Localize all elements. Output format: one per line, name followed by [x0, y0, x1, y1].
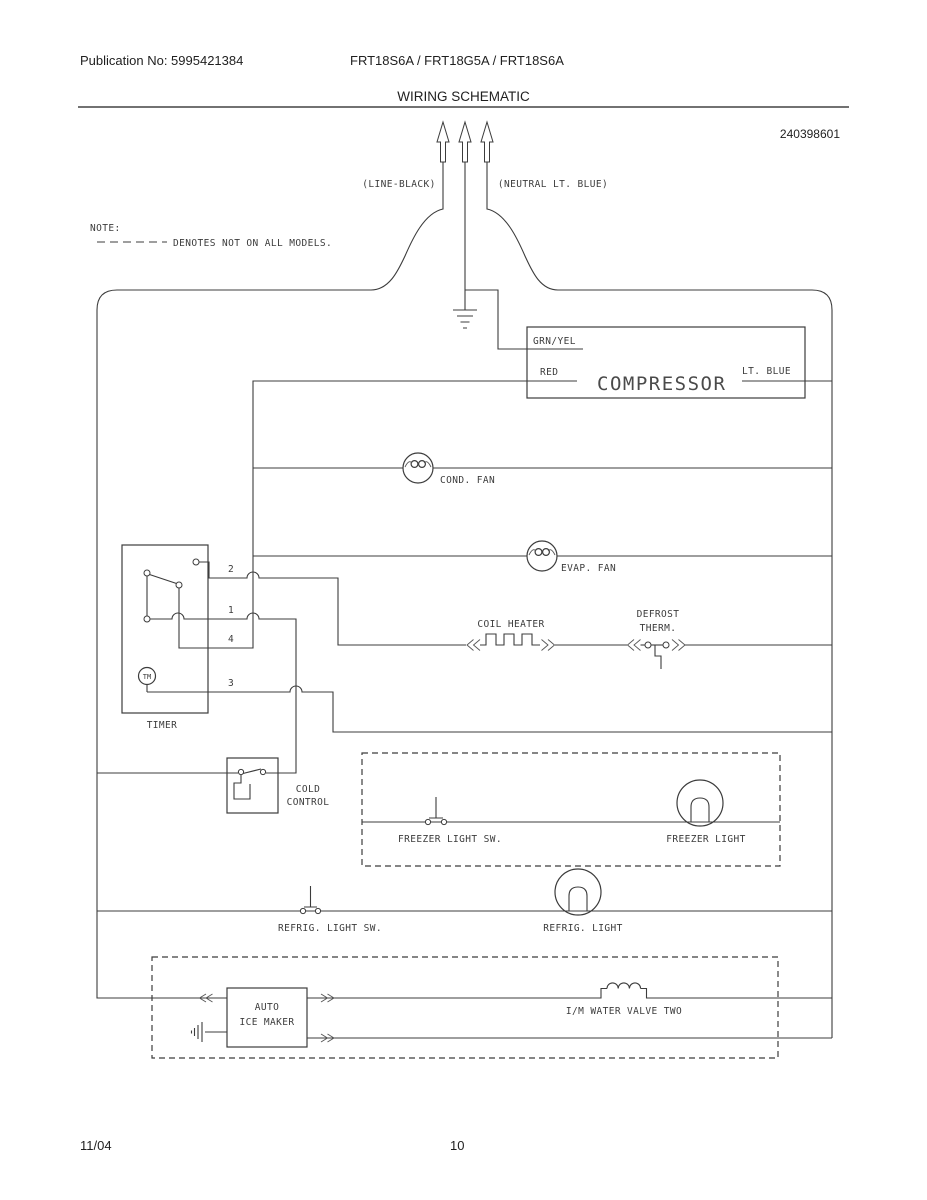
power-plug-icon [362, 122, 608, 190]
refrig-light-circuit [97, 869, 832, 934]
footer-date: 11/04 [80, 1138, 112, 1153]
ice-maker-circuit [152, 957, 832, 1058]
drawing-number: 240398601 [779, 127, 840, 141]
defrost-thermostat [628, 609, 833, 669]
defrost-feed-wire [199, 562, 466, 645]
evap-fan-label: EVAP. FAN [561, 563, 617, 574]
compressor-label: COMPRESSOR [597, 373, 727, 395]
model-numbers: FRT18S6A / FRT18G5A / FRT18S6A [350, 53, 564, 68]
freezer-light-sw-label: FREEZER LIGHT SW. [397, 834, 503, 845]
thermostat-sensor [655, 645, 661, 669]
line-prong-icon [437, 122, 449, 162]
timer-motor-return-wire [147, 686, 832, 732]
water-valve-label: I/M WATER VALVE TWO [565, 1006, 683, 1017]
publication-number: Publication No: 5995421384 [80, 53, 244, 68]
defrost-therm-label-2: THERM. [639, 623, 677, 634]
coil-heater-label: COIL HEATER [477, 619, 545, 630]
red-label: RED [540, 367, 559, 378]
refrig-light-switch-icon [300, 886, 320, 914]
refrig-light-sw-label: REFRIG. LIGHT SW. [277, 923, 383, 934]
cold-control-sensor [234, 775, 250, 800]
cold-control [97, 758, 329, 813]
lt-blue-label: LT. BLUE [742, 366, 791, 377]
evap-fan-motor-icon [527, 541, 557, 571]
evap-fan [253, 541, 832, 574]
coil-heater [467, 619, 627, 651]
red-feed-rail [179, 381, 577, 648]
timer-motor-label: TM [142, 673, 152, 681]
heater-element-icon [480, 634, 540, 645]
freezer-light-label: FREEZER LIGHT [666, 834, 746, 845]
grn-yel-label: GRN/YEL [533, 336, 576, 347]
freezer-light-bulb-icon [677, 780, 723, 826]
timer-switch-arm [150, 575, 177, 584]
neutral-prong-icon [481, 122, 493, 162]
refrig-light-label: REFRIG. LIGHT [543, 923, 623, 934]
ice-maker-label-2: ICE MAKER [239, 1017, 295, 1028]
connector-chevron-right-icon [672, 640, 685, 651]
cond-fan-motor-icon [403, 453, 433, 483]
note-block [90, 223, 332, 249]
freezer-light-circuit [362, 753, 780, 866]
refrig-light-bulb-icon [555, 869, 601, 915]
timer-terminal-3: 3 [228, 678, 235, 689]
footer-page-number: 10 [450, 1138, 465, 1153]
defrost-therm-label-1: DEFROST [636, 609, 680, 620]
ground-symbol-icon [453, 162, 477, 328]
water-valve-coil-icon [607, 983, 641, 989]
connector-chevron-right-icon [542, 640, 555, 651]
ice-maker-label-1: AUTO [254, 1002, 280, 1013]
line-black-label: (LINE-BLACK) [362, 179, 436, 190]
timer-label: TIMER [146, 720, 178, 731]
note-text: DENOTES NOT ON ALL MODELS. [173, 238, 333, 249]
neutral-blue-label: (NEUTRAL LT. BLUE) [497, 179, 609, 190]
line-side-rail [97, 162, 443, 998]
compressor [527, 327, 832, 398]
ice-maker-ground-icon [192, 1022, 228, 1042]
timer-terminal-2: 2 [228, 564, 235, 575]
cond-fan [253, 453, 832, 486]
cold-control-label-2: CONTROL [286, 797, 330, 808]
timer-terminal-1: 1 [228, 605, 235, 616]
connector-chevron-left-icon [467, 640, 480, 651]
timer-terminal-4: 4 [228, 634, 235, 645]
cond-fan-label: COND. FAN [440, 475, 496, 486]
cold-control-feed-wire [150, 613, 296, 773]
note-label: NOTE: [90, 223, 121, 234]
neutral-side-rail [487, 162, 832, 1038]
timer [122, 545, 234, 731]
connector-chevron-left-icon [628, 640, 641, 651]
freezer-light-switch-icon [425, 797, 446, 825]
cold-control-switch-arm [243, 769, 261, 774]
page-title: WIRING SCHEMATIC [397, 89, 530, 104]
cold-control-label-1: COLD [295, 784, 321, 795]
ground-prong-icon [459, 122, 471, 162]
